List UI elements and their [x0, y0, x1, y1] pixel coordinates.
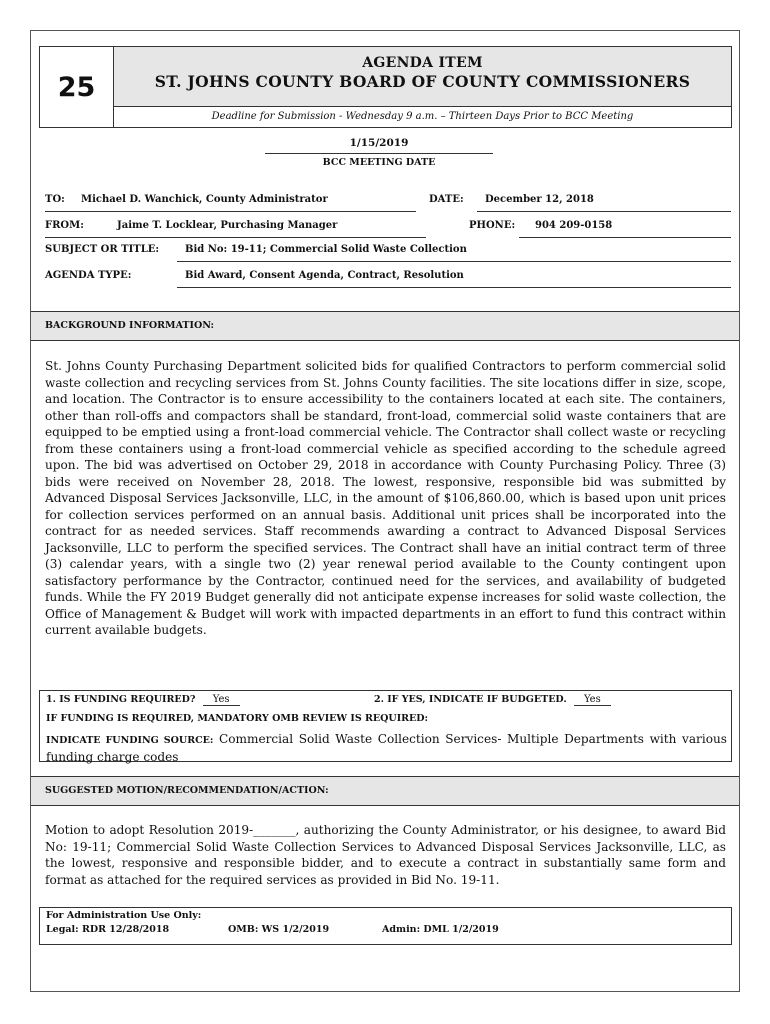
to-underline	[45, 211, 416, 212]
meeting-date-underline	[265, 153, 493, 154]
motion-heading: SUGGESTED MOTION/RECOMMENDATION/ACTION:	[31, 776, 739, 806]
agenda-type-value: Bid Award, Consent Agenda, Contract, Resolution	[185, 270, 464, 281]
phone-label: PHONE:	[469, 220, 516, 231]
phone-underline	[519, 237, 731, 238]
background-text: St. Johns County Purchasing Department solicited bids for qualified Contractors to perform commercial solid waste collection and recycling services from St. Johns County facilities. The site locations differ in size, scope, and location. The Contractor is to ensure accessibility to the containers located at each site. The containers, other than roll-offs and compactors shall be standard, front-load, commercial solid waste containers that are equipped to be emptied using a front-load commercial vehicle. The Contractor shall collect waste or recycling from these containers using a front-load commercial vehicle as specified according to the schedule agreed upon. The bid was advertised on October 29, 2018 in accordance with County Purchasing Policy. Three (3) bids were received on November 28, 2018. The lowest, responsive, responsible bid was submitted by Advanced Disposal Services Jacksonville, LLC, in the amount of $106,860.00, which is based upon unit prices for collection services performed on an annual basis. Additional unit prices shall be incorporated into the contract for as needed services. Staff recommends awarding a contract to Advanced Disposal Services Jacksonville, LLC to perform the specified services. The Contract shall have an initial contract term of three (3) calendar years, with a single two (2) year renewal period available to the County contingent upon satisfactory performance by the Contractor, continued need for the services, and availability of budgeted funds. While the FY 2019 Budget generally did not anticipate expense increases for solid waste collection, the Office of Management & Budget will work with impacted departments in an effort to fund this contract within current available budgets.	[45, 359, 726, 637]
agenda-title-box	[114, 47, 731, 107]
submission-deadline: Deadline for Submission - Wednesday 9 a.m. – Thirteen Days Prior to BCC Meeting	[211, 111, 634, 122]
from-value: Jaime T. Locklear, Purchasing Manager	[117, 220, 338, 231]
omb-review-note: IF FUNDING IS REQUIRED, MANDATORY OMB REVIEW IS REQUIRED:	[46, 713, 429, 724]
date-label: DATE:	[429, 194, 464, 205]
subject-underline	[177, 261, 731, 262]
admin-use-title: For Administration Use Only:	[46, 910, 202, 921]
funding-q1-label: 1. IS FUNDING REQUIRED?	[46, 694, 196, 705]
agenda-type-label: AGENDA TYPE:	[45, 270, 132, 281]
funding-source	[46, 731, 727, 765]
bcc-meeting-date	[265, 137, 493, 168]
to-value: Michael D. Wanchick, County Administrator	[81, 194, 328, 205]
to-label: TO:	[45, 194, 65, 205]
from-label: FROM:	[45, 220, 84, 231]
agenda-item-page	[30, 30, 740, 992]
subject-label: SUBJECT OR TITLE:	[45, 244, 160, 255]
meeting-date-value: 1/15/2019	[349, 137, 409, 149]
funding-question-2	[374, 694, 611, 706]
agenda-header	[39, 46, 732, 128]
funding-q1-answer: Yes	[203, 694, 240, 706]
admin-review: Admin: DML 1/2/2019	[382, 924, 499, 935]
funding-question-1	[46, 694, 240, 706]
from-underline	[45, 237, 426, 238]
agenda-type-underline	[177, 287, 731, 288]
funding-q2-label: 2. IF YES, INDICATE IF BUDGETED.	[374, 694, 567, 705]
motion-text: Motion to adopt Resolution 2019-_______, authorizing the County Administrator, or his designee, to award Bid No: 19-11; Commercial Solid Waste Collection Services to Advanced Disposal Services Jacksonville, LLC, as the lowest, responsive and responsible bidder, and to execute a contract in substantially same form and format as attached for the required services as provided in Bid No. 19-11.	[45, 823, 726, 887]
funding-q2-answer: Yes	[574, 694, 611, 706]
background-heading: BACKGROUND INFORMATION:	[31, 311, 739, 341]
agenda-title-line1: AGENDA ITEM	[362, 55, 483, 71]
legal-review: Legal: RDR 12/28/2018	[46, 924, 170, 935]
admin-use-box	[39, 907, 732, 945]
meeting-date-caption: BCC MEETING DATE	[322, 157, 436, 168]
funding-box	[39, 690, 732, 762]
subject-value: Bid No: 19-11; Commercial Solid Waste Collection	[185, 244, 467, 255]
agenda-title-line2: ST. JOHNS COUNTY BOARD OF COUNTY COMMISSIONERS	[154, 72, 691, 91]
funding-source-label: INDICATE FUNDING SOURCE:	[46, 735, 214, 746]
phone-value: 904 209-0158	[535, 220, 613, 231]
date-underline	[477, 211, 731, 212]
date-value: December 12, 2018	[485, 194, 594, 205]
agenda-item-number: 25	[40, 47, 114, 127]
omb-review: OMB: WS 1/2/2019	[228, 924, 330, 935]
funding-source-value: Commercial Solid Waste Collection Services- Multiple Departments with various funding charge codes	[46, 732, 727, 764]
